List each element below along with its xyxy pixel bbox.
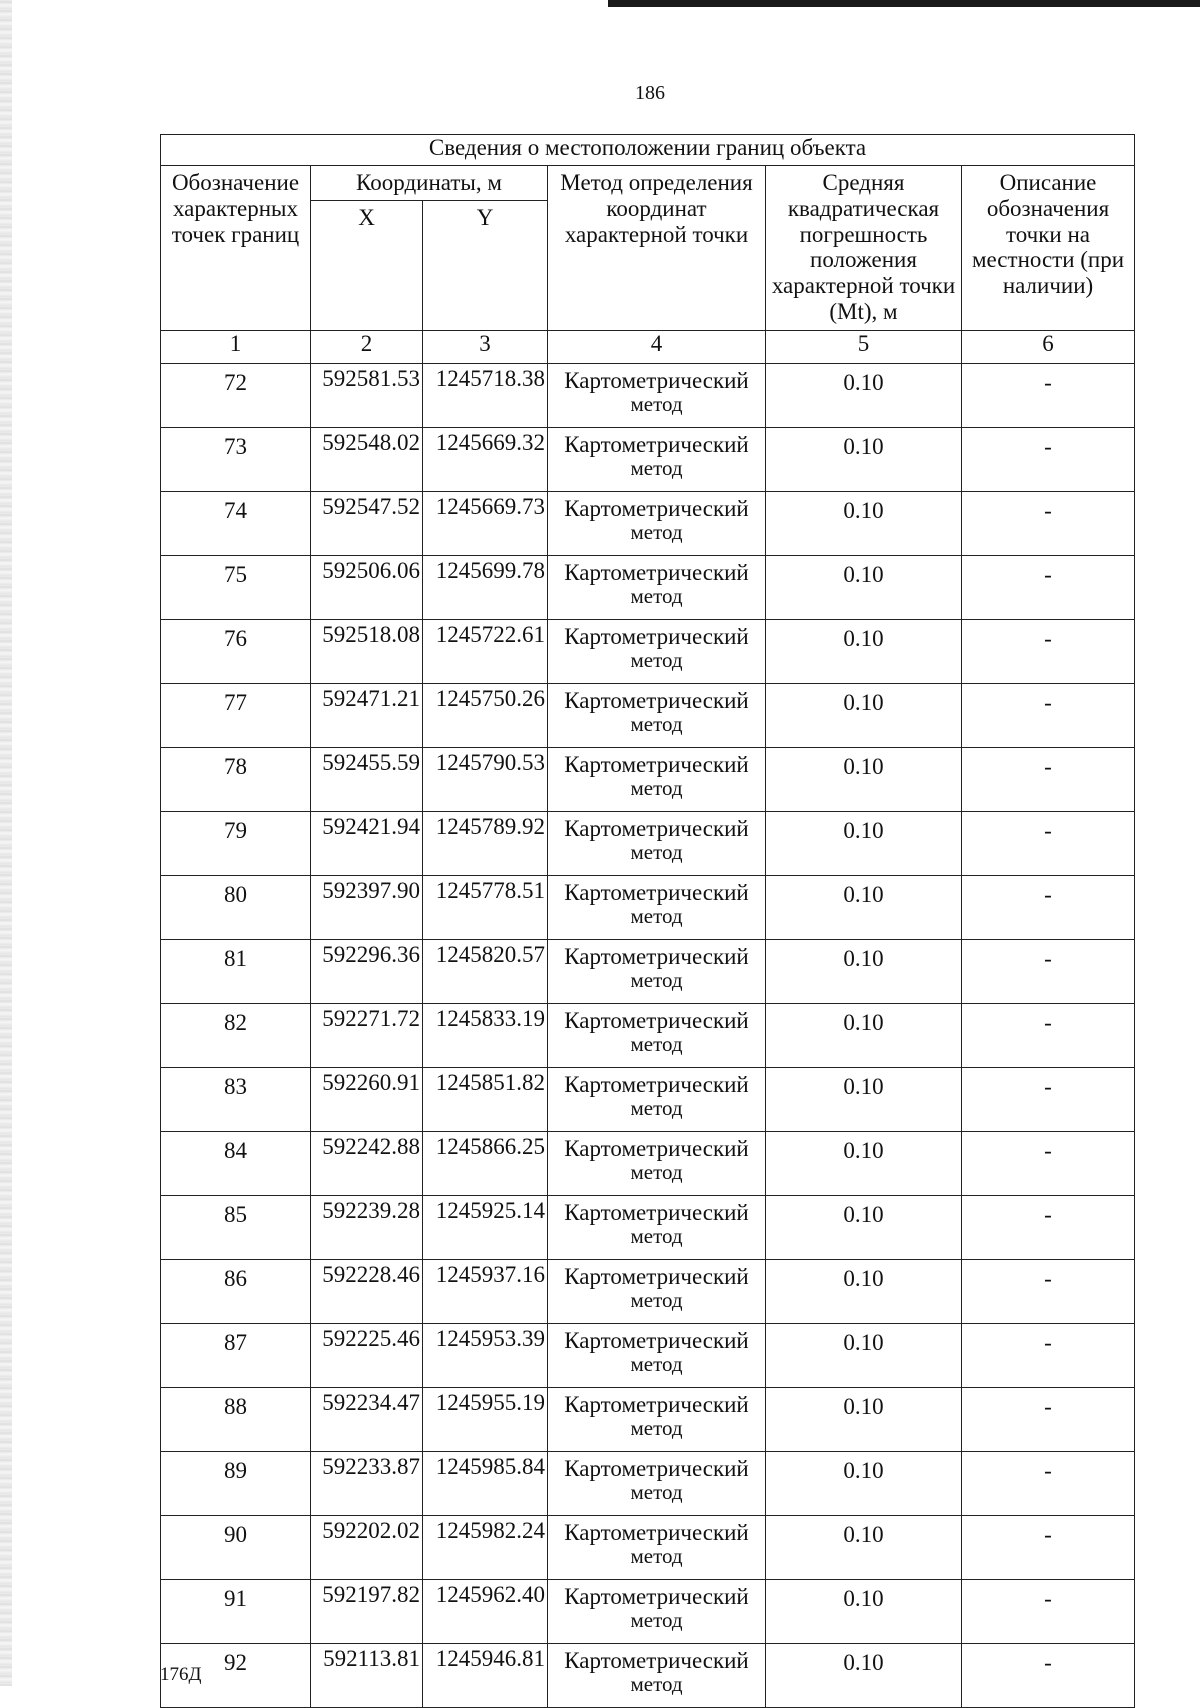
method-line-1: Картометрический (564, 752, 749, 777)
method-line-2: метод (630, 711, 683, 736)
header-method: Метод определения координат характерной точки (548, 166, 766, 331)
rmse-cell: 0.10 (766, 1004, 962, 1068)
y-coordinate-cell: 1245982.24 (423, 1516, 548, 1580)
method-cell (548, 1452, 766, 1516)
column-number-4: 4 (548, 331, 766, 364)
scan-border-bar (608, 0, 1200, 7)
x-coordinate-cell: 592506.06 (311, 556, 423, 620)
method-line-2: метод (630, 839, 683, 864)
table-row (161, 940, 1135, 1004)
description-cell: - (962, 1132, 1135, 1196)
point-designation-cell: 82 (161, 1004, 311, 1068)
rmse-cell: 0.10 (766, 940, 962, 1004)
method-line-1: Картометрический (564, 1008, 749, 1033)
method-cell (548, 1644, 766, 1708)
method-cell (548, 876, 766, 940)
description-cell: - (962, 428, 1135, 492)
rmse-cell: 0.10 (766, 1580, 962, 1644)
point-designation-cell: 91 (161, 1580, 311, 1644)
description-cell: - (962, 556, 1135, 620)
description-cell: - (962, 1452, 1135, 1516)
method-cell (548, 1388, 766, 1452)
rmse-cell: 0.10 (766, 1516, 962, 1580)
y-coordinate-cell: 1245718.38 (423, 364, 548, 428)
method-line-1: Картометрический (564, 1136, 749, 1161)
point-designation-cell: 86 (161, 1260, 311, 1324)
x-coordinate-cell: 592271.72 (311, 1004, 423, 1068)
description-cell: - (962, 1068, 1135, 1132)
x-coordinate-cell: 592455.59 (311, 748, 423, 812)
y-coordinate-cell: 1245955.19 (423, 1388, 548, 1452)
y-coordinate-cell: 1245937.16 (423, 1260, 548, 1324)
rmse-cell: 0.10 (766, 684, 962, 748)
method-line-2: метод (630, 1607, 683, 1632)
method-line-1: Картометрический (564, 944, 749, 969)
header-rmse: Средняя квадратическая погрешность положения характерной точки (Mt), м (766, 166, 962, 331)
x-coordinate-cell: 592548.02 (311, 428, 423, 492)
x-coordinate-cell: 592239.28 (311, 1196, 423, 1260)
method-line-1: Картометрический (564, 1520, 749, 1545)
x-coordinate-cell: 592228.46 (311, 1260, 423, 1324)
point-designation-cell: 77 (161, 684, 311, 748)
method-line-1: Картометрический (564, 688, 749, 713)
y-coordinate-cell: 1245789.92 (423, 812, 548, 876)
column-number-5: 5 (766, 331, 962, 364)
method-line-1: Картометрический (564, 880, 749, 905)
method-line-2: метод (630, 1287, 683, 1312)
y-coordinate-cell: 1245833.19 (423, 1004, 548, 1068)
method-line-2: метод (630, 583, 683, 608)
description-cell: - (962, 748, 1135, 812)
y-coordinate-cell: 1245953.39 (423, 1324, 548, 1388)
method-cell (548, 620, 766, 684)
y-coordinate-cell: 1245750.26 (423, 684, 548, 748)
boundary-points-table (160, 134, 1135, 1708)
point-designation-cell: 80 (161, 876, 311, 940)
x-coordinate-cell: 592197.82 (311, 1580, 423, 1644)
point-designation-cell: 79 (161, 812, 311, 876)
point-designation-cell: 88 (161, 1388, 311, 1452)
point-designation-cell: 87 (161, 1324, 311, 1388)
method-line-2: метод (630, 1223, 683, 1248)
y-coordinate-cell: 1245962.40 (423, 1580, 548, 1644)
x-coordinate-cell: 592471.21 (311, 684, 423, 748)
method-cell (548, 1324, 766, 1388)
y-coordinate-cell: 1245699.78 (423, 556, 548, 620)
y-coordinate-cell: 1245778.51 (423, 876, 548, 940)
x-coordinate-cell: 592421.94 (311, 812, 423, 876)
method-line-2: метод (630, 647, 683, 672)
description-cell: - (962, 1644, 1135, 1708)
x-coordinate-cell: 592518.08 (311, 620, 423, 684)
method-line-1: Картометрический (564, 624, 749, 649)
point-designation-cell: 74 (161, 492, 311, 556)
column-number-1: 1 (161, 331, 311, 364)
method-line-2: метод (630, 1095, 683, 1120)
method-line-1: Картометрический (564, 1200, 749, 1225)
y-coordinate-cell: 1245946.81 (423, 1644, 548, 1708)
method-line-1: Картометрический (564, 1328, 749, 1353)
point-designation-cell: 90 (161, 1516, 311, 1580)
description-cell: - (962, 364, 1135, 428)
rmse-cell: 0.10 (766, 364, 962, 428)
description-cell: - (962, 940, 1135, 1004)
table-row (161, 364, 1135, 428)
table-row (161, 1004, 1135, 1068)
description-cell: - (962, 1580, 1135, 1644)
method-line-1: Картометрический (564, 560, 749, 585)
point-designation-cell: 84 (161, 1132, 311, 1196)
method-cell (548, 1260, 766, 1324)
method-cell (548, 556, 766, 620)
method-line-1: Картометрический (564, 816, 749, 841)
table-row (161, 620, 1135, 684)
method-line-2: метод (630, 967, 683, 992)
x-coordinate-cell: 592234.47 (311, 1388, 423, 1452)
y-coordinate-cell: 1245866.25 (423, 1132, 548, 1196)
column-number-2: 2 (311, 331, 423, 364)
method-line-1: Картометрический (564, 368, 749, 393)
table-row (161, 1196, 1135, 1260)
method-line-1: Картометрический (564, 432, 749, 457)
x-coordinate-cell: 592202.02 (311, 1516, 423, 1580)
point-designation-cell: 92 (161, 1644, 311, 1708)
table-row (161, 748, 1135, 812)
method-line-2: метод (630, 519, 683, 544)
description-cell: - (962, 1516, 1135, 1580)
scan-left-edge (0, 0, 12, 1686)
description-cell: - (962, 1004, 1135, 1068)
method-cell (548, 1132, 766, 1196)
table-row (161, 1132, 1135, 1196)
rmse-cell: 0.10 (766, 1068, 962, 1132)
x-coordinate-cell: 592113.81 (311, 1644, 423, 1708)
rmse-cell: 0.10 (766, 620, 962, 684)
table-row (161, 1644, 1135, 1708)
method-cell (548, 1004, 766, 1068)
rmse-cell: 0.10 (766, 556, 962, 620)
method-line-2: метод (630, 1159, 683, 1184)
point-designation-cell: 89 (161, 1452, 311, 1516)
table-body (161, 364, 1135, 1708)
column-number-6: 6 (962, 331, 1135, 364)
point-designation-cell: 81 (161, 940, 311, 1004)
method-line-2: метод (630, 1415, 683, 1440)
description-cell: - (962, 620, 1135, 684)
table-row (161, 1324, 1135, 1388)
point-designation-cell: 75 (161, 556, 311, 620)
rmse-cell: 0.10 (766, 812, 962, 876)
y-coordinate-cell: 1245669.32 (423, 428, 548, 492)
method-line-2: метод (630, 775, 683, 800)
rmse-cell: 0.10 (766, 1324, 962, 1388)
method-cell (548, 812, 766, 876)
header-x: X (311, 201, 423, 331)
description-cell: - (962, 876, 1135, 940)
description-cell: - (962, 1324, 1135, 1388)
point-designation-cell: 83 (161, 1068, 311, 1132)
method-cell (548, 1516, 766, 1580)
method-cell (548, 684, 766, 748)
x-coordinate-cell: 592547.52 (311, 492, 423, 556)
table-row (161, 428, 1135, 492)
method-line-1: Картометрический (564, 1392, 749, 1417)
method-line-1: Картометрический (564, 1456, 749, 1481)
y-coordinate-cell: 1245669.73 (423, 492, 548, 556)
table-row (161, 812, 1135, 876)
y-coordinate-cell: 1245722.61 (423, 620, 548, 684)
table-row (161, 556, 1135, 620)
x-coordinate-cell: 592260.91 (311, 1068, 423, 1132)
page-number: 186 (635, 82, 665, 104)
description-cell: - (962, 1388, 1135, 1452)
method-line-2: метод (630, 903, 683, 928)
description-cell: - (962, 684, 1135, 748)
header-coordinates: Координаты, м (311, 166, 548, 201)
rmse-cell: 0.10 (766, 428, 962, 492)
method-line-1: Картометрический (564, 1584, 749, 1609)
table-row (161, 1580, 1135, 1644)
description-cell: - (962, 812, 1135, 876)
method-line-2: метод (630, 1351, 683, 1376)
method-cell (548, 1068, 766, 1132)
x-coordinate-cell: 592581.53 (311, 364, 423, 428)
rmse-cell: 0.10 (766, 1196, 962, 1260)
rmse-cell: 0.10 (766, 1644, 962, 1708)
header-description: Описание обозначения точки на местности (при наличии) (962, 166, 1135, 331)
table-row (161, 1452, 1135, 1516)
method-line-2: метод (630, 1543, 683, 1568)
point-designation-cell: 73 (161, 428, 311, 492)
y-coordinate-cell: 1245820.57 (423, 940, 548, 1004)
method-line-2: метод (630, 1671, 683, 1696)
method-cell (548, 428, 766, 492)
y-coordinate-cell: 1245985.84 (423, 1452, 548, 1516)
table-row (161, 1388, 1135, 1452)
method-line-2: метод (630, 455, 683, 480)
point-designation-cell: 78 (161, 748, 311, 812)
table-row (161, 492, 1135, 556)
method-line-2: метод (630, 1479, 683, 1504)
point-designation-cell: 72 (161, 364, 311, 428)
column-number-3: 3 (423, 331, 548, 364)
method-line-1: Картометрический (564, 1072, 749, 1097)
method-line-2: метод (630, 1031, 683, 1056)
method-cell (548, 492, 766, 556)
table-row (161, 1068, 1135, 1132)
method-cell (548, 364, 766, 428)
method-cell (548, 940, 766, 1004)
y-coordinate-cell: 1245790.53 (423, 748, 548, 812)
rmse-cell: 0.10 (766, 492, 962, 556)
footer-document-code: 176Д (160, 1664, 202, 1685)
point-designation-cell: 76 (161, 620, 311, 684)
method-line-2: метод (630, 391, 683, 416)
method-cell (548, 1580, 766, 1644)
x-coordinate-cell: 592397.90 (311, 876, 423, 940)
description-cell: - (962, 1260, 1135, 1324)
table-row (161, 876, 1135, 940)
header-point-designation: Обозначение характерных точек границ (161, 166, 311, 331)
x-coordinate-cell: 592233.87 (311, 1452, 423, 1516)
method-line-1: Картометрический (564, 1648, 749, 1673)
method-line-1: Картометрический (564, 1264, 749, 1289)
rmse-cell: 0.10 (766, 1260, 962, 1324)
x-coordinate-cell: 592296.36 (311, 940, 423, 1004)
x-coordinate-cell: 592242.88 (311, 1132, 423, 1196)
table-row (161, 1260, 1135, 1324)
method-line-1: Картометрический (564, 496, 749, 521)
y-coordinate-cell: 1245925.14 (423, 1196, 548, 1260)
method-cell (548, 1196, 766, 1260)
rmse-cell: 0.10 (766, 1132, 962, 1196)
table-row (161, 684, 1135, 748)
table-title: Сведения о местоположении границ объекта (161, 135, 1135, 166)
x-coordinate-cell: 592225.46 (311, 1324, 423, 1388)
method-cell (548, 748, 766, 812)
description-cell: - (962, 492, 1135, 556)
header-y: Y (423, 201, 548, 331)
point-designation-cell: 85 (161, 1196, 311, 1260)
rmse-cell: 0.10 (766, 1452, 962, 1516)
description-cell: - (962, 1196, 1135, 1260)
rmse-cell: 0.10 (766, 876, 962, 940)
table-row (161, 1516, 1135, 1580)
y-coordinate-cell: 1245851.82 (423, 1068, 548, 1132)
rmse-cell: 0.10 (766, 1388, 962, 1452)
rmse-cell: 0.10 (766, 748, 962, 812)
